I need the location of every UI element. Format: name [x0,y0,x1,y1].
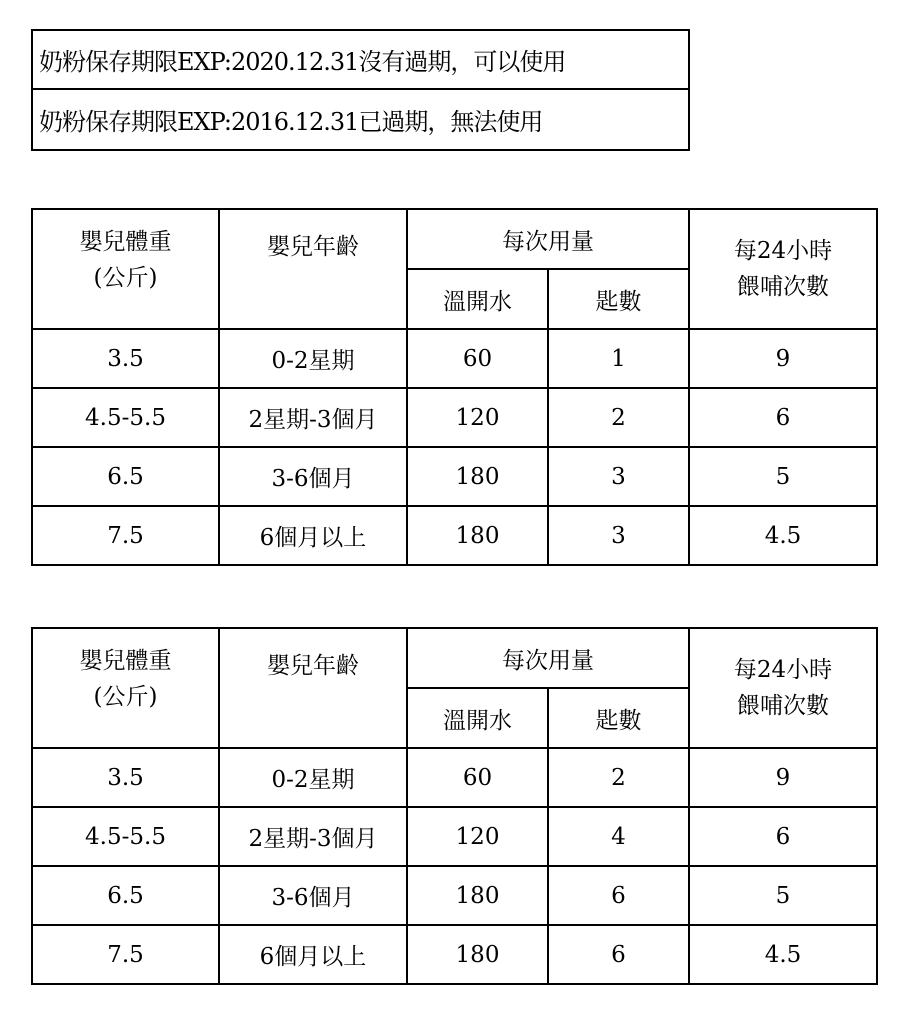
cell-weight: 3.5 [32,329,219,388]
cell-age: 3-6個月 [219,866,407,925]
cell-water: 60 [407,748,548,807]
cell-age: 3-6個月 [219,447,407,506]
cell-scoops: 2 [548,388,689,447]
cell-age: 0-2星期 [219,748,407,807]
cell-frequency: 9 [689,329,877,388]
cell-water: 60 [407,329,548,388]
cell-water: 180 [407,506,548,565]
cell-frequency: 5 [689,447,877,506]
cell-weight: 7.5 [32,925,219,984]
table-header-row [32,628,877,688]
cell-frequency: 5 [689,866,877,925]
cell-water: 120 [407,807,548,866]
table-row [32,388,877,447]
expiry-notice-expired: 奶粉保存期限EXP:2016.12.31已過期，無法使用 [39,108,543,136]
feeding-table-2 [31,627,878,985]
header-water: 溫開水 [407,269,548,329]
cell-water: 180 [407,447,548,506]
header-water: 溫開水 [407,688,548,748]
cell-water: 180 [407,925,548,984]
header-weight: 嬰兒體重 (公斤) [32,209,219,329]
cell-frequency: 4.5 [689,506,877,565]
cell-weight: 7.5 [32,506,219,565]
header-weight: 嬰兒體重 (公斤) [32,628,219,748]
feeding-table-1 [31,208,878,566]
cell-weight: 3.5 [32,748,219,807]
table-row [32,748,877,807]
header-frequency: 每24小時 餵哺次數 [689,628,877,748]
cell-scoops: 6 [548,925,689,984]
cell-weight: 6.5 [32,447,219,506]
cell-frequency: 6 [689,807,877,866]
header-scoops: 匙數 [548,688,689,748]
header-per-feed: 每次用量 [407,209,689,269]
header-age: 嬰兒年齡 [219,628,407,748]
cell-weight: 6.5 [32,866,219,925]
table-row [32,447,877,506]
header-per-feed: 每次用量 [407,628,689,688]
cell-age: 0-2星期 [219,329,407,388]
header-scoops: 匙數 [548,269,689,329]
cell-water: 180 [407,866,548,925]
cell-age: 6個月以上 [219,925,407,984]
table-row [32,329,877,388]
table-row [32,866,877,925]
cell-age: 6個月以上 [219,506,407,565]
cell-scoops: 3 [548,506,689,565]
cell-frequency: 4.5 [689,925,877,984]
cell-age: 2星期-3個月 [219,388,407,447]
table-row [32,807,877,866]
cell-frequency: 9 [689,748,877,807]
cell-water: 120 [407,388,548,447]
cell-scoops: 3 [548,447,689,506]
header-frequency: 每24小時 餵哺次數 [689,209,877,329]
table-row [32,506,877,565]
cell-scoops: 1 [548,329,689,388]
cell-weight: 4.5-5.5 [32,807,219,866]
header-age: 嬰兒年齡 [219,209,407,329]
expiry-notice-box [31,29,690,151]
expiry-notice-valid: 奶粉保存期限EXP:2020.12.31沒有過期，可以使用 [33,31,688,90]
table-row [32,925,877,984]
cell-scoops: 4 [548,807,689,866]
cell-age: 2星期-3個月 [219,807,407,866]
cell-scoops: 6 [548,866,689,925]
table-header-row [32,209,877,269]
cell-weight: 4.5-5.5 [32,388,219,447]
cell-frequency: 6 [689,388,877,447]
cell-scoops: 2 [548,748,689,807]
